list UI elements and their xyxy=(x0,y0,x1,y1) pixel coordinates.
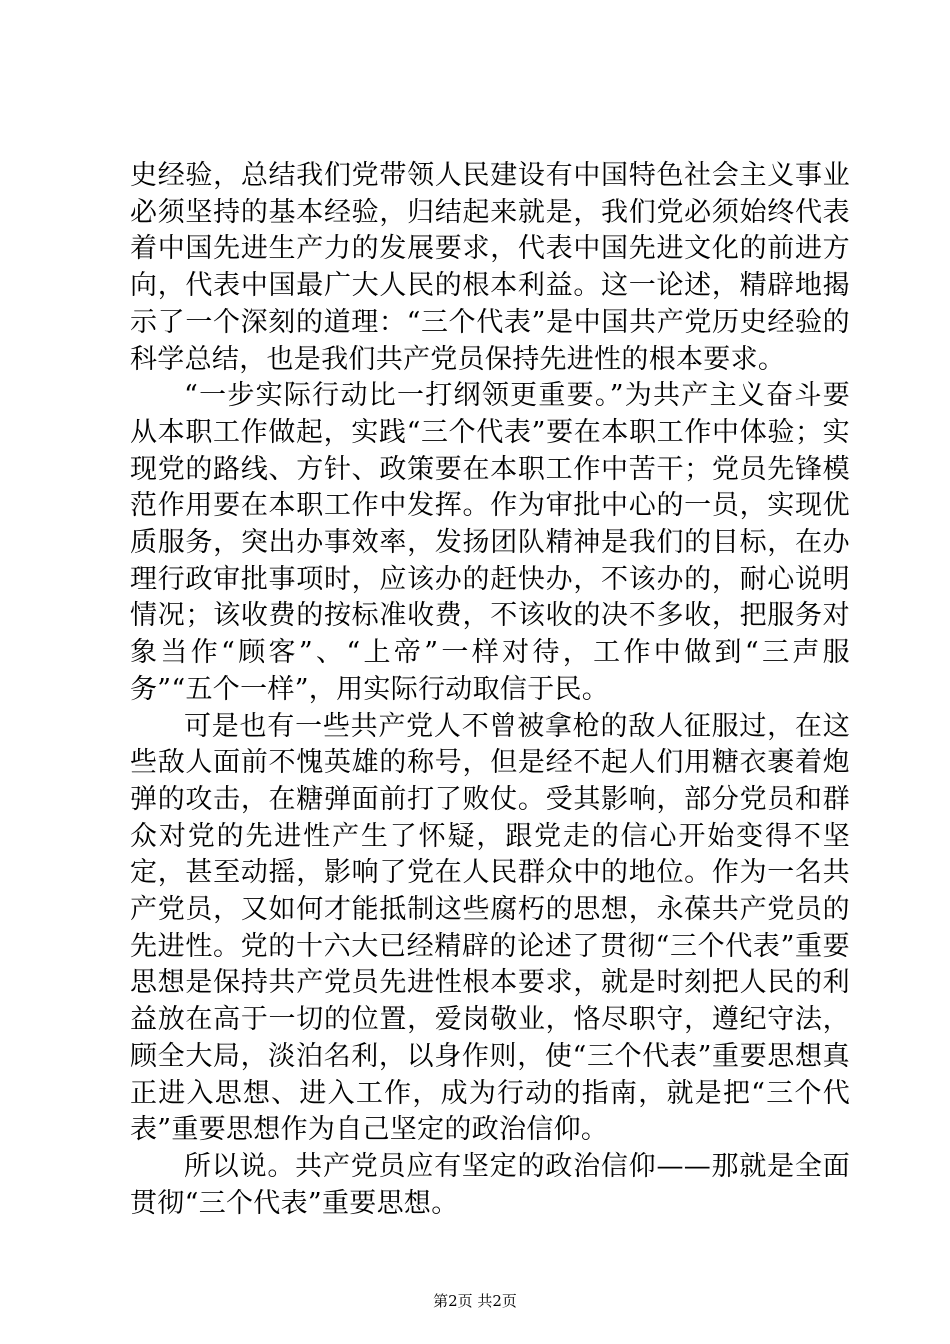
paragraph-2: “一步实际行动比一打纲领更重要。”为共产主义奋斗要从本职工作做起，实践“三个代表”要在本职工作中体验；实现党的路线、方针、政策要在本职工作中苦干；党员先锋模范作用要在本职工作中发挥。作为审批中心的一员，实现优质服务，突出办事效率，发扬团队精神是我们的目标，在办理行政审批事项时，应该办的赶快办，不该办的，耐心说明情况；该收费的按标准收费，不该收的决不多收，把服务对象当作“顾客”、“上帝”一样对待，工作中做到“三声服务”“五个一样”，用实际行动取信于民。 xyxy=(130,380,850,705)
paragraph-3: 可是也有一些共产党人不曾被拿枪的敌人征服过，在这些敌人面前不愧英雄的称号，但是经不起人们用糖衣裹着炮弹的攻击，在糖弹面前打了败仗。受其影响，部分党员和群众对党的先进性产生了怀疑，跟党走的信心开始变得不坚定，甚至动摇，影响了党在人民群众中的地位。作为一名共产党员，又如何才能抵制这些腐朽的思想，永葆共产党员的先进性。党的十六大已经精辟的论述了贯彻“三个代表”重要思想是保持共产党员先进性根本要求，就是时刻把人民的利益放在高于一切的位置，爱岗敬业，恪尽职守，遵纪守法，顾全大局，淡泊名利，以身作则，使“三个代表”重要思想真正进入思想、进入工作，成为行动的指南，就是把“三个代表”重要思想作为自己坚定的政治信仰。 xyxy=(130,710,850,1146)
page-number-footer: 第2页 共2页 xyxy=(433,1292,517,1310)
paragraph-4: 所以说。共产党员应有坚定的政治信仰——那就是全面贯彻“三个代表”重要思想。 xyxy=(130,1150,850,1219)
document-body xyxy=(130,158,850,1222)
paragraph-1-continued: 史经验，总结我们党带领人民建设有中国特色社会主义事业必须坚持的基本经验，归结起来就是，我们党必须始终代表着中国先进生产力的发展要求，代表中国先进文化的前进方向，代表中国最广大人民的根本利益。这一论述，精辟地揭示了一个深刻的道理：“三个代表”是中国共产党历史经验的科学总结，也是我们共产党员保持先进性的根本要求。 xyxy=(130,160,850,375)
